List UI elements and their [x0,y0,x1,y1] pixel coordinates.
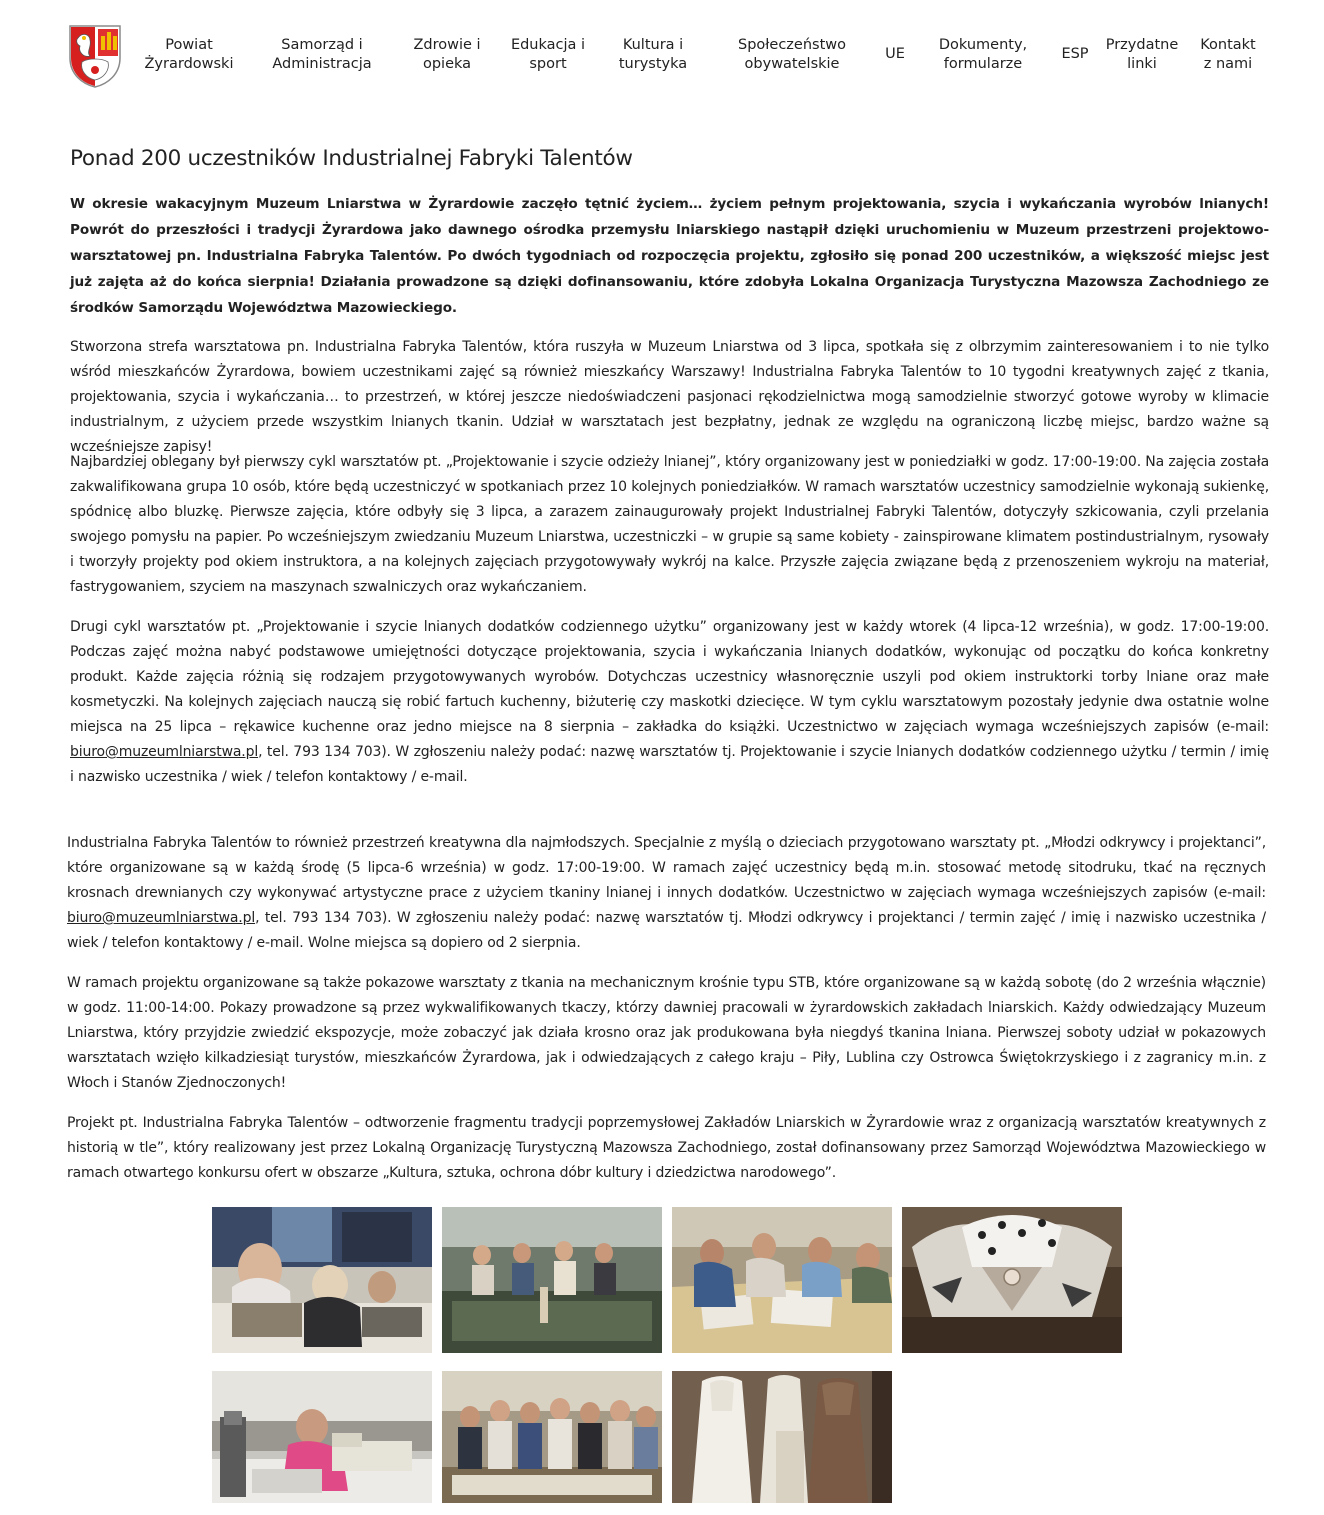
article-paragraph: Industrialna Fabryka Talentów to również przestrzeń kreatywna dla najmłodszych. Specjalnie z myślą o dzieciach przygotowano warsztaty pt. „Młodzi odkrywcy i projektanci”, które organizowane są w każdą środę (5 lipca-6 września) w godz. 17:00-19:00. W ramach zajęć uczestnicy będą m.in. stosować metodę sitodruku, tkać na ręcznych krosnach drewnianych czy wykonywać artystyczne prace z użyciem tkaniny lnianej i innych dodatków. Uczestnictwo w zajęciach wymaga wcześniejszych zapisów (e-mail: biuro@muzeumlniarstwa.pl, tel. 793 134 703). W zgłoszeniu należy podać: nazwę warsztatów tj. Młodzi odkrywcy i projektanci / termin zajęć / imię i nazwisko uczestnika / wiek / telefon kontaktowy / e-mail. Wolne miejsca są dopiero od 2 sierpnia. [67,835,1266,951]
nav-item-esp[interactable]: ESP [1061,46,1089,62]
article-paragraph: Najbardziej oblegany był pierwszy cykl warsztatów pt. „Projektowanie i szycie odzieży lnianej”, który organizowany jest w poniedziałki w godz. 17:00-19:00. Na zajęcia została zakwalifikowana grupa 10 osób, które będą uczestniczyć w spotkaniach przez 10 kolejnych poniedziałków. W ramach warsztatów uczestnicy samodzielnie wykonają sukienkę, spódnicę albo bluzkę. Pierwsze zajęcia, które odbyły się 3 lipca, a zarazem zainaugurowały projekt Industrialnej Fabryki Talentów, dotyczyły szkicowania, czyli przelania swojego pomysłu na papier. Po wcześniejszym zwiedzaniu Muzeum Lniarstwa, uczestniczki – w grupie są same kobiety - zainspirowane klimatem postindustrialnym, rysowały i tworzyły projekty pod okiem instruktora, a na kolejnych zajęciach przygotowywały wykrój na kalce. Przyszłe zajęcia związane będą z przenoszeniem wykroju na materiał, fastrygowaniem, szyciem na maszynach szwalniczych oraz wykańczaniem. [70,454,1269,595]
gallery-photo-workshop[interactable] [442,1207,662,1353]
article-paragraph: W ramach projektu organizowane są także pokazowe warsztaty z tkania na mechanicznym krośnie typu STB, które organizowane są w każdą sobotę (do 2 września włącznie) w godz. 11:00-14:00. Pokazy prowadzone są przez wykwalifikowanych tkaczy, którzy dawniej pracowali w żyrardowskich zakładach lniarskich. Każdy odwiedzający Muzeum Lniarstwa, który przyjdzie zwiedzić ekspozycje, może zobaczyć jak działa krosno oraz jak produkowana była niegdyś tkanina lniana. Pierwszej soboty udział w pokazowych warsztatach wzięło kilkadziesiąt turystów, mieszkańców Żyrardowa, jak i odwiedzających z całego kraju – Piły, Lublina czy Ostrowca Świętokrzyskiego i z zagranicy m.in. z Włoch i Stanów Zjednoczonych! [67,975,1266,1091]
nav-item-spoleczenstwo[interactable]: Społeczeństwo obywatelskie [738,37,846,72]
main-navigation [0,36,1324,76]
nav-item-zdrowie[interactable]: Zdrowie i opieka [413,37,481,72]
email-link[interactable]: biuro@muzeumlniarstwa.pl [70,744,259,760]
gallery-photo-pattern-table[interactable] [672,1207,892,1353]
photo-pattern-table-icon [672,1207,892,1353]
nav-item-samorzad[interactable]: Samorząd i Administracja [272,37,372,72]
article-paragraph: Stworzona strefa warsztatowa pn. Industrialna Fabryka Talentów, która ruszyła w Muzeum Lniarstwa od 3 lipca, spotkała się z olbrzymim zainteresowaniem i to nie tylko wśród mieszkańców Żyrardowa, bowiem uczestnikami zajęć są również mieszkańcy Warszawy! Industrialna Fabryka Talentów to 10 tygodni kreatywnych zajęć z tkania, projektowania, szycia i wykańczania… to przestrzeń, w której jeszcze niedoświadczeni pasjonaci rękodzielnictwa mogą samodzielnie stworzyć gotowe wyroby w klimacie industrialnym, z użyciem przede wszystkim lnianych tkanin. Udział w warsztatach jest bezpłatny, jednak ze względu na ograniczoną liczbę miejsc, bardzo ważne są wcześniejsze zapisy! [70,339,1269,455]
gallery-photo-linen-bag[interactable] [902,1207,1122,1353]
article-title: Ponad 200 uczestników Industrialnej Fabryki Talentów [70,146,633,171]
nav-item-dokumenty[interactable]: Dokumenty, formularze [938,37,1028,72]
gallery-photo-sewing[interactable] [212,1207,432,1353]
nav-item-powiat[interactable]: Powiat Żyrardowski [144,37,234,72]
photo-linen-bag-icon [902,1207,1122,1353]
site-header [0,0,1324,110]
nav-item-ue[interactable]: UE [885,46,905,62]
email-link[interactable]: biuro@muzeumlniarstwa.pl [67,910,256,926]
article-paragraph: Projekt pt. Industrialna Fabryka Talentów – odtworzenie fragmentu tradycji poprzemysłowej Zakładów Lniarskich w Żyrardowie wraz z organizacją warsztatów kreatywnych z historią w tle”, który realizowany jest przez Lokalną Organizację Turystyczną Mazowsza Zachodniego, został dofinansowany przez Samorząd Województwa Mazowieckiego w ramach otwartego konkursu ofert w obszarze „Kultura, sztuka, ochrona dóbr kultury i dziedzictwa narodowego”. [67,1115,1266,1181]
photo-group-portrait-icon [442,1371,662,1503]
article-lead: W okresie wakacyjnym Muzeum Lniarstwa w Żyrardowie zaczęło tętnić życiem… życiem pełnym projektowania, szycia i wykańczania wyrobów lnianych! Powrót do przeszłości i tradycji Żyrardowa jako dawnego ośrodka przemysłu lniarskiego nastąpił dzięki uruchomieniu w Muzeum przestrzeni projektowo-warsztatowej pn. Industrialna Fabryka Talentów. Po dwóch tygodniach od rozpoczęcia projektu, zgłosiło się ponad 200 uczestników, a większość miejsc jest już zajęta aż do końca sierpnia! Działania prowadzone są dzięki dofinansowaniu, które zdobyła Lokalna Organizacja Turystyczna Mazowsza Zachodniego ze środków Samorządu Województwa Mazowieckiego. [70,196,1269,316]
article-paragraph: Drugi cykl warsztatów pt. „Projektowanie i szycie lnianych dodatków codziennego użytku” organizowany jest w każdy wtorek (4 lipca-12 września), w godz. 17:00-19:00. Podczas zajęć można nabyć podstawowe umiejętności dotyczące projektowania, szycia i wykańczania lnianych dodatków, wykonując od początku do końca konkretny produkt. Każde zajęcia różnią się rodzajem przygotowywanych wyrobów. Dotychczas uczestnicy własnoręcznie uszyli pod okiem instruktorki torby lniane oraz małe kosmetyczki. Na kolejnych zajęciach nauczą się robić fartuch kuchenny, biżuterię czy maskotki dziecięce. W tym cyklu warsztatowym pozostały jedynie dwa ostatnie wolne miejsca na 25 lipca – rękawice kuchenne oraz jedno miejsce na 8 sierpnia – zakładka do książki. Uczestnictwo w zajęciach wymaga wcześniejszych zapisów (e-mail: biuro@muzeumlniarstwa.pl, tel. 793 134 703). W zgłoszeniu należy podać: nazwę warsztatów tj. Projektowanie i szycie lnianych dodatków codziennego użytku / termin / imię i nazwisko uczestnika / wiek / telefon kontaktowy / e-mail. [70,619,1269,785]
nav-item-kontakt[interactable]: Kontakt z nami [1200,37,1256,72]
gallery-photo-sewing-machine[interactable] [212,1371,432,1503]
photo-workshop-group-icon [442,1207,662,1353]
photo-dresses-icon [672,1371,892,1503]
nav-item-edukacja[interactable]: Edukacja i sport [510,37,586,72]
gallery-photo-dresses[interactable] [672,1371,892,1503]
nav-item-przydatne-linki[interactable]: Przydatne linki [1105,37,1179,72]
photo-sewing-machine-icon [212,1371,432,1503]
gallery-photo-group-portrait[interactable] [442,1371,662,1503]
photo-sewing-icon [212,1207,432,1353]
nav-item-kultura[interactable]: Kultura i turystyka [618,37,688,72]
